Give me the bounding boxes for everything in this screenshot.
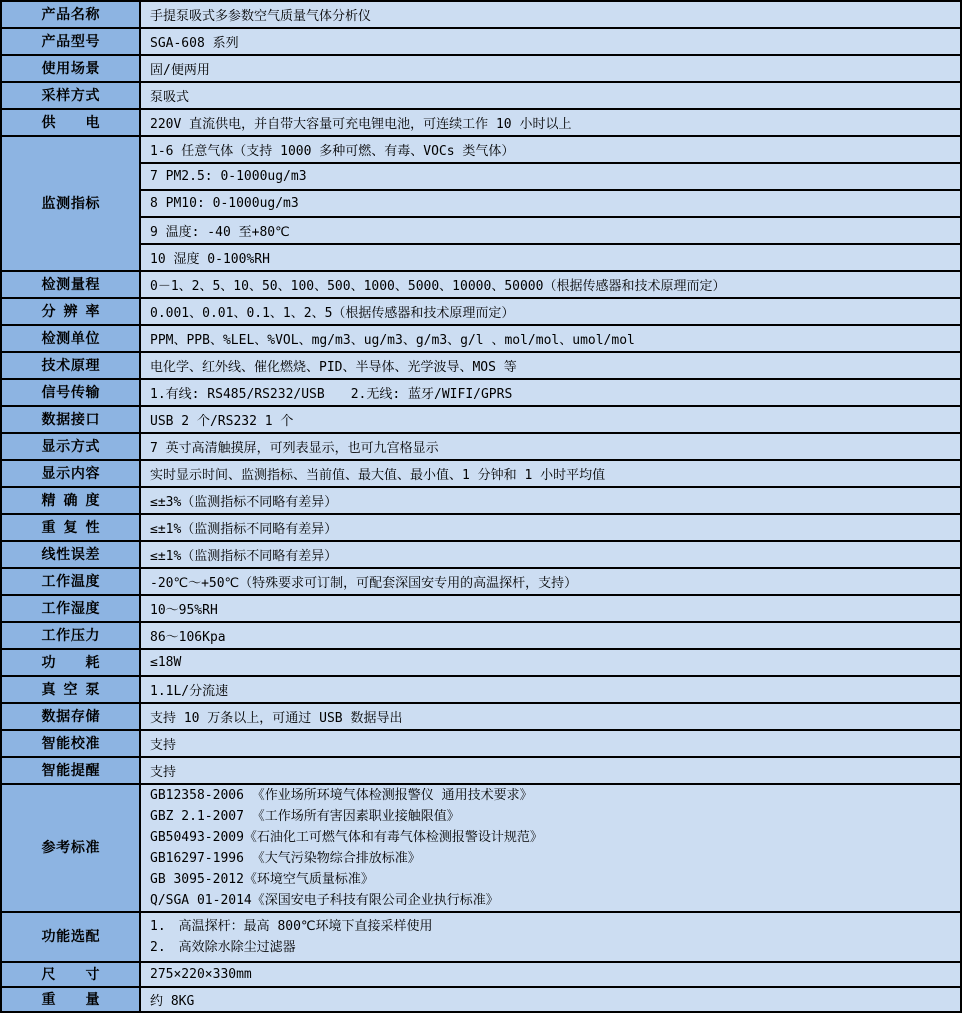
value-working-pressure <box>141 623 960 648</box>
value-monitoring-indicator-5-text: 10 湿度 0-100%RH <box>150 252 270 267</box>
reference-standard-3: GB50493-2009《石油化工可燃气体和有毒气体检测报警设计规范》 <box>150 830 543 845</box>
value-vacuum-pump <box>141 677 960 702</box>
value-product-name <box>141 2 960 27</box>
value-detection-unit <box>141 326 960 351</box>
label-smart-calibration-text: 智能校准 <box>41 735 100 752</box>
value-monitoring-indicator-4-text: 9 温度: -40 至+80℃ <box>150 225 290 240</box>
reference-standard-5: GB 3095-2012《环境空气质量标准》 <box>150 872 374 887</box>
label-linearity-error-text: 线性误差 <box>41 546 100 563</box>
value-power-supply-text: 220V 直流供电，并自带大容量可充电锂电池，可连续工作 10 小时以上 <box>150 117 572 132</box>
label-technical-principle-text: 技术原理 <box>41 357 100 374</box>
value-product-name-text: 手提泵吸式多参数空气质量气体分析仪 <box>150 9 372 24</box>
label-reference-standards-text: 参考标准 <box>41 840 100 856</box>
value-detection-unit-text: PPM、PPB、%LEL、%VOL、mg/m3、ug/m3、g/m3、g/l 、mol/mol、umol/mol <box>150 333 635 348</box>
label-monitoring-indicators-text: 监测指标 <box>41 195 100 212</box>
value-power-supply <box>141 110 960 135</box>
value-reference-standards <box>141 785 960 911</box>
value-smart-reminder <box>141 758 960 783</box>
label-technical-principle <box>2 353 139 378</box>
optional-feature-2: 2. 高效除水除尘过滤器 <box>150 940 296 955</box>
label-sampling-method-text: 采样方式 <box>41 87 100 104</box>
value-sampling-method-text: 泵吸式 <box>150 90 190 105</box>
value-working-humidity-text: 10～95%RH <box>150 603 218 618</box>
value-monitoring-indicator-3-text: 8 PM10: 0-1000ug/m3 <box>150 196 299 211</box>
optional-feature-1: 1. 高温探杆：最高 800℃环境下直接采样使用 <box>150 919 433 934</box>
label-power-supply <box>2 110 139 135</box>
value-detection-range-text: 0－1、2、5、10、50、100、500、1000、5000、10000、50000（根据传感器和技术原理而定） <box>150 279 726 294</box>
label-product-name <box>2 2 139 27</box>
value-monitoring-indicator-1 <box>141 137 960 162</box>
label-product-model <box>2 29 139 54</box>
value-monitoring-indicator-3 <box>141 191 960 216</box>
value-data-storage <box>141 704 960 729</box>
label-signal-transmission-text: 信号传输 <box>41 384 100 401</box>
label-working-pressure <box>2 623 139 648</box>
value-data-storage-text: 支持 10 万条以上，可通过 USB 数据导出 <box>150 711 403 726</box>
value-accuracy <box>141 488 960 513</box>
value-repeatability <box>141 515 960 540</box>
value-technical-principle-text: 电化学、红外线、催化燃烧、PID、半导体、光学波导、MOS 等 <box>150 360 517 375</box>
label-working-temperature-text: 工作温度 <box>41 573 100 590</box>
value-sampling-method <box>141 83 960 108</box>
value-display-mode <box>141 434 960 459</box>
label-smart-reminder <box>2 758 139 783</box>
value-linearity-error-text: ≤±1%（监测指标不同略有差异） <box>150 549 338 564</box>
value-power-consumption <box>141 650 960 675</box>
label-resolution-text: 分辨率 <box>41 303 100 320</box>
value-smart-calibration-text: 支持 <box>150 738 177 753</box>
value-dimensions <box>141 963 960 986</box>
label-detection-range-text: 检测量程 <box>41 276 100 293</box>
label-working-temperature <box>2 569 139 594</box>
value-usage-scenario-text: 固/便两用 <box>150 63 210 78</box>
label-sampling-method <box>2 83 139 108</box>
value-power-consumption-text: ≤18W <box>150 655 182 670</box>
label-working-humidity-text: 工作湿度 <box>41 600 100 617</box>
label-weight-text: 重量 <box>41 991 100 1008</box>
value-monitoring-indicator-5 <box>141 245 960 270</box>
label-accuracy-text: 精确度 <box>41 492 100 509</box>
label-working-humidity <box>2 596 139 621</box>
value-vacuum-pump-text: 1.1L/分流速 <box>150 684 229 699</box>
label-data-interface <box>2 407 139 432</box>
label-vacuum-pump-text: 真空泵 <box>41 681 100 698</box>
value-data-interface-text: USB 2 个/RS232 1 个 <box>150 414 294 429</box>
value-monitoring-indicator-2 <box>141 164 960 189</box>
value-usage-scenario <box>141 56 960 81</box>
label-dimensions-text: 尺寸 <box>41 966 100 983</box>
value-working-humidity <box>141 596 960 621</box>
value-resolution-text: 0.001、0.01、0.1、1、2、5（根据传感器和技术原理而定） <box>150 306 515 321</box>
label-data-storage-text: 数据存储 <box>41 708 100 725</box>
value-weight-text: 约 8KG <box>150 994 195 1009</box>
label-product-name-text: 产品名称 <box>41 6 100 23</box>
value-display-content <box>141 461 960 486</box>
label-vacuum-pump <box>2 677 139 702</box>
value-resolution <box>141 299 960 324</box>
label-weight <box>2 988 139 1011</box>
label-display-content-text: 显示内容 <box>41 465 100 482</box>
value-detection-range <box>141 272 960 297</box>
label-monitoring-indicators <box>2 137 139 270</box>
value-linearity-error <box>141 542 960 567</box>
label-data-storage <box>2 704 139 729</box>
value-technical-principle <box>141 353 960 378</box>
label-smart-calibration <box>2 731 139 756</box>
value-product-model <box>141 29 960 54</box>
reference-standard-6: Q/SGA 01-2014《深国安电子科技有限公司企业执行标准》 <box>150 893 499 908</box>
reference-standard-2: GBZ 2.1-2007 《工作场所有害因素职业接触限值》 <box>150 809 460 824</box>
label-display-mode <box>2 434 139 459</box>
value-smart-reminder-text: 支持 <box>150 765 177 780</box>
label-reference-standards <box>2 785 139 911</box>
label-usage-scenario-text: 使用场景 <box>41 60 100 77</box>
value-product-model-text: SGA-608 系列 <box>150 36 239 51</box>
value-monitoring-indicator-1-text: 1-6 任意气体（支持 1000 多种可燃、有毒、VOCs 类气体） <box>150 144 515 159</box>
value-signal-transmission <box>141 380 960 405</box>
label-data-interface-text: 数据接口 <box>41 411 100 428</box>
label-detection-unit-text: 检测单位 <box>41 330 100 347</box>
label-power-supply-text: 供电 <box>41 114 100 131</box>
value-weight <box>141 988 960 1011</box>
label-resolution <box>2 299 139 324</box>
label-optional-features-text: 功能选配 <box>41 929 100 945</box>
value-signal-transmission-text: 1.有线: RS485/RS232/USB 2.无线: 蓝牙/WIFI/GPRS <box>150 387 513 402</box>
value-data-interface <box>141 407 960 432</box>
value-optional-features <box>141 913 960 961</box>
label-detection-unit <box>2 326 139 351</box>
label-linearity-error <box>2 542 139 567</box>
value-accuracy-text: ≤±3%（监测指标不同略有差异） <box>150 495 338 510</box>
value-display-mode-text: 7 英寸高清触摸屏，可列表显示，也可九宫格显示 <box>150 441 439 456</box>
label-repeatability-text: 重复性 <box>41 519 100 536</box>
label-power-consumption <box>2 650 139 675</box>
value-repeatability-text: ≤±1%（监测指标不同略有差异） <box>150 522 338 537</box>
value-monitoring-indicator-4 <box>141 218 960 243</box>
label-usage-scenario <box>2 56 139 81</box>
label-repeatability <box>2 515 139 540</box>
label-working-pressure-text: 工作压力 <box>41 627 100 644</box>
label-signal-transmission <box>2 380 139 405</box>
value-smart-calibration <box>141 731 960 756</box>
value-dimensions-text: 275×220×330mm <box>150 967 252 982</box>
label-optional-features <box>2 913 139 961</box>
label-display-content <box>2 461 139 486</box>
label-display-mode-text: 显示方式 <box>41 438 100 455</box>
value-monitoring-indicator-2-text: 7 PM2.5: 0-1000ug/m3 <box>150 169 307 184</box>
reference-standard-4: GB16297-1996 《大气污染物综合排放标准》 <box>150 851 421 866</box>
label-detection-range <box>2 272 139 297</box>
value-working-pressure-text: 86～106Kpa <box>150 630 226 645</box>
value-working-temperature-text: -20℃～+50℃（特殊要求可订制，可配套深国安专用的高温探杆，支持） <box>150 576 578 591</box>
reference-standard-1: GB12358-2006 《作业场所环境气体检测报警仪 通用技术要求》 <box>150 788 533 803</box>
label-smart-reminder-text: 智能提醒 <box>41 762 100 779</box>
label-accuracy <box>2 488 139 513</box>
value-display-content-text: 实时显示时间、监测指标、当前值、最大值、最小值、1 分钟和 1 小时平均值 <box>150 468 606 483</box>
label-power-consumption-text: 功耗 <box>41 654 100 671</box>
value-working-temperature <box>141 569 960 594</box>
label-product-model-text: 产品型号 <box>41 33 100 50</box>
label-dimensions <box>2 963 139 986</box>
